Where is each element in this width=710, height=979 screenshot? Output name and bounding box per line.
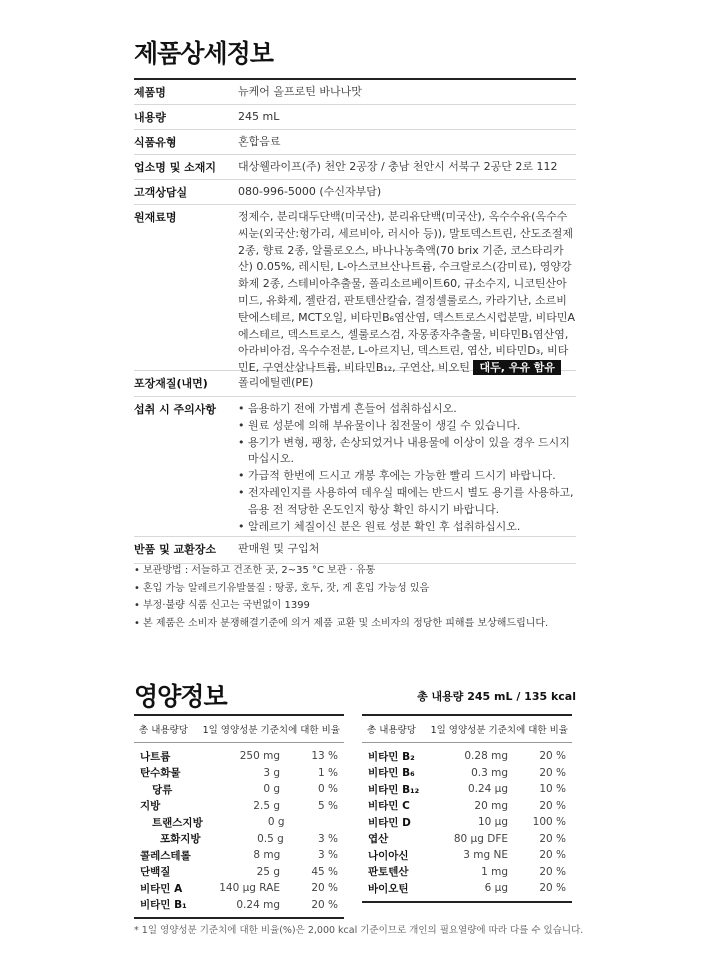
spec-label: 고객상담실 bbox=[134, 186, 188, 199]
precaution-item: • 알레르기 체질이신 분은 원료 성분 확인 후 섭취하십시오. bbox=[238, 519, 576, 536]
allergen-badge: 대두, 우유 함유 bbox=[473, 360, 561, 375]
note-item: • 혼입 가능 알레르기유발물질 : 땅콩, 호두, 잣, 게 혼입 가능성 있음 bbox=[134, 580, 594, 598]
nutrient-value: 0 g bbox=[267, 816, 285, 829]
nutrient-percent: 13 % bbox=[311, 750, 338, 763]
spec-value: 뉴케어 올프로틴 바나나맛 bbox=[238, 85, 362, 98]
nutrient-name: 비타민 B₂ bbox=[368, 750, 415, 763]
spec-value: 080-996-5000 (수신자부담) bbox=[238, 185, 382, 198]
spec-label: 포장재질(내면) bbox=[134, 377, 208, 390]
spec-value bbox=[238, 397, 576, 536]
note-item: • 본 제품은 소비자 분쟁해결기준에 의거 제품 교환 및 소비자의 정당한 피해를 보상해드립니다. bbox=[134, 615, 594, 633]
nutrient-name: 바이오틴 bbox=[368, 882, 409, 895]
nutrient-name: 비타민 B₁₂ bbox=[368, 783, 420, 796]
nutrient-percent: 5 % bbox=[318, 799, 338, 812]
nutrient-name: 비타민 D bbox=[368, 816, 411, 829]
product-spec-table bbox=[134, 78, 576, 564]
nutrient-name: 단백질 bbox=[140, 866, 171, 879]
nutrient-name: 나이아신 bbox=[368, 849, 409, 862]
nutrient-percent: 20 % bbox=[539, 865, 566, 878]
spec-row-volume bbox=[134, 105, 576, 130]
nutrient-row bbox=[362, 814, 572, 831]
nutrient-name: 비타민 B₆ bbox=[368, 767, 415, 780]
nutrient-value: 250 mg bbox=[239, 750, 280, 763]
spec-row-manufacturer bbox=[134, 155, 576, 180]
nutrient-name: 비타민 A bbox=[140, 882, 183, 895]
nutrient-value: 2.5 g bbox=[253, 799, 280, 812]
spec-value bbox=[238, 205, 576, 375]
nutrient-row bbox=[134, 847, 344, 864]
spec-label: 반품 및 교환장소 bbox=[134, 543, 217, 556]
ingredients-text: 정제수, 분리대두단백(미국산), 분리유단백(미국산), 옥수수유(옥수수씨눈(외국산:헝가리, 세르비아, 러시아 등)), 말토덱스트린, 산도조절제 2종, 향료 2종, 알룰로오스, 바나나농축액(70 brix 기준, 코스타리카산) 0.05%, 레시틴, L-아스코브산나트륨, 수크랄로스(감미료), 영양강화제 2종, 스테비아추출물, 폴리소르베이트60, 규소수지, 니코틴산아미드, 유화제, 젤란검, 판토텐산칼슘, 결정셀룰로스, 카라기난, 소르비탄에스테르, MCT오일, 비타민B₆염산염, 덱스트로스시럽분말, 비타민A에스테르, 덱스트로스, 셀룰로스검, 자몽종자추출물, 비타민B₁염산염, 아라비아검, 옥수수전분, L-아르지닌, 덱스트린, 엽산, 비타민D₃, 비타민E, 구연산삼나트륨, 비타민B₁₂, 구연산, 비오틴 bbox=[238, 210, 575, 375]
nutrient-value: 0.5 g bbox=[257, 832, 284, 845]
nutrient-row bbox=[362, 798, 572, 815]
nutrient-row bbox=[134, 814, 344, 831]
header-col-amount: 총 내용량당 bbox=[367, 725, 416, 736]
nutrient-percent: 20 % bbox=[311, 898, 338, 911]
spec-label: 식품유형 bbox=[134, 136, 177, 149]
nutrient-name: 나트륨 bbox=[140, 750, 171, 763]
spec-value: 혼합음료 bbox=[238, 135, 281, 148]
nutrient-percent: 20 % bbox=[539, 832, 566, 845]
precaution-item: • 원료 성분에 의해 부유물이나 침전물이 생길 수 있습니다. bbox=[238, 418, 576, 435]
precaution-item: • 가급적 한번에 드시고 개봉 후에는 가능한 빨리 드시기 바랍니다. bbox=[238, 468, 576, 485]
nutrition-title: 영양정보 bbox=[134, 682, 227, 711]
nutrient-row bbox=[134, 781, 344, 798]
nutrition-table-header bbox=[134, 716, 344, 743]
nutrient-name: 탄수화물 bbox=[140, 767, 181, 780]
nutrient-name: 트랜스지방 bbox=[152, 816, 203, 829]
note-item: • 보관방법 : 서늘하고 건조한 곳, 2~35 °C 보관 · 유통 bbox=[134, 562, 594, 580]
nutrient-value: 10 µg bbox=[477, 816, 508, 829]
header-col-amount: 총 내용량당 bbox=[139, 725, 188, 736]
nutrition-table-left bbox=[134, 714, 344, 919]
nutrient-row bbox=[134, 880, 344, 897]
spec-label: 업소명 및 소재지 bbox=[134, 161, 217, 174]
nutrient-row bbox=[362, 748, 572, 765]
nutrient-row bbox=[362, 781, 572, 798]
spec-label: 섭취 시 주의사항 bbox=[134, 403, 217, 416]
nutrient-value: 0 g bbox=[263, 783, 280, 796]
nutrient-name: 당류 bbox=[152, 783, 173, 796]
nutrient-percent: 20 % bbox=[539, 849, 566, 862]
product-detail-title: 제품상세정보 bbox=[134, 39, 273, 68]
note-item: • 부정·불량 식품 신고는 국번없이 1399 bbox=[134, 597, 594, 615]
spec-value: 대상웰라이프(주) 천안 2공장 / 충남 천안시 서북구 2공단 2로 112 bbox=[238, 160, 558, 173]
spec-row-returns bbox=[134, 537, 576, 564]
nutrient-row bbox=[362, 864, 572, 881]
header-col-percent: 1일 영양성분 기준치에 대한 비율 bbox=[430, 725, 568, 736]
storage-notes bbox=[134, 562, 594, 632]
nutrient-name: 콜레스테롤 bbox=[140, 849, 191, 862]
nutrient-percent: 3 % bbox=[318, 849, 338, 862]
nutrient-percent: 3 % bbox=[318, 832, 338, 845]
nutrient-row bbox=[134, 765, 344, 782]
nutrition-total: 총 내용량 245 mL / 135 kcal bbox=[417, 690, 576, 703]
nutrient-value: 0.28 mg bbox=[464, 750, 508, 763]
nutrient-percent: 20 % bbox=[311, 882, 338, 895]
nutrient-percent: 10 % bbox=[539, 783, 566, 796]
nutrient-percent: 20 % bbox=[539, 750, 566, 763]
nutrient-percent: 20 % bbox=[539, 882, 566, 895]
nutrient-value: 80 µg DFE bbox=[453, 832, 508, 845]
nutrient-name: 포화지방 bbox=[160, 833, 201, 846]
nutrient-value: 8 mg bbox=[253, 849, 281, 862]
nutrient-name: 엽산 bbox=[368, 833, 389, 846]
precaution-item: • 용기가 변형, 팽창, 손상되었거나 내용물에 이상이 있을 경우 드시지 마십시오. bbox=[238, 435, 576, 469]
nutrient-name: 비타민 C bbox=[368, 800, 410, 813]
spec-value: 245 mL bbox=[238, 110, 280, 123]
nutrient-value: 0.3 mg bbox=[471, 766, 508, 779]
nutrient-row bbox=[362, 847, 572, 864]
nutrient-percent: 20 % bbox=[539, 799, 566, 812]
nutrient-percent: 1 % bbox=[318, 766, 338, 779]
spec-label: 내용량 bbox=[134, 111, 166, 124]
nutrition-footnote: * 1일 영양성분 기준치에 대한 비율(%)은 2,000 kcal 기준이므로 개인의 필요열량에 따라 다를 수 있습니다. bbox=[134, 925, 584, 936]
nutrient-name: 비타민 B₁ bbox=[140, 899, 187, 912]
nutrient-value: 25 g bbox=[256, 865, 280, 878]
nutrition-table-header bbox=[362, 716, 572, 743]
nutrient-row bbox=[134, 831, 344, 848]
nutrient-name: 판토텐산 bbox=[368, 866, 409, 879]
nutrient-row bbox=[134, 897, 344, 914]
nutrient-percent: 100 % bbox=[532, 816, 566, 829]
nutrient-name: 지방 bbox=[140, 800, 161, 813]
nutrient-value: 3 mg NE bbox=[463, 849, 508, 862]
precaution-item: • 음용하기 전에 가볍게 흔들어 섭취하십시오. bbox=[238, 401, 576, 418]
spec-row-packaging bbox=[134, 371, 576, 397]
nutrient-row bbox=[362, 831, 572, 848]
spec-row-food-type bbox=[134, 130, 576, 155]
nutrient-percent: 20 % bbox=[539, 766, 566, 779]
spec-value: 폴리에틸렌(PE) bbox=[238, 376, 314, 389]
nutrition-table-right bbox=[362, 714, 572, 903]
spec-label: 원재료명 bbox=[134, 211, 177, 224]
spec-label: 제품명 bbox=[134, 86, 166, 99]
precautions-list bbox=[238, 401, 576, 535]
spec-row-precautions bbox=[134, 397, 576, 537]
precaution-item: • 전자레인지를 사용하여 데우실 때에는 반드시 별도 용기를 사용하고, 음용 전 적당한 온도인지 항상 확인 하시기 바랍니다. bbox=[238, 485, 576, 519]
nutrient-percent: 0 % bbox=[318, 783, 338, 796]
nutrient-row bbox=[134, 748, 344, 765]
nutrient-row bbox=[362, 880, 572, 897]
spec-row-product-name bbox=[134, 80, 576, 105]
nutrient-value: 3 g bbox=[263, 766, 280, 779]
spec-value: 판매원 및 구입처 bbox=[238, 542, 320, 555]
nutrient-value: 0.24 µg bbox=[467, 783, 508, 796]
spec-row-customer-service bbox=[134, 180, 576, 205]
spec-row-ingredients bbox=[134, 205, 576, 375]
header-col-percent: 1일 영양성분 기준치에 대한 비율 bbox=[202, 725, 340, 736]
nutrient-value: 6 µg bbox=[484, 882, 508, 895]
nutrient-value: 0.24 mg bbox=[236, 898, 280, 911]
nutrient-percent: 45 % bbox=[311, 865, 338, 878]
nutrient-value: 1 mg bbox=[481, 865, 508, 878]
nutrient-row bbox=[362, 765, 572, 782]
nutrient-value: 140 µg RAE bbox=[219, 882, 280, 895]
nutrient-value: 20 mg bbox=[474, 799, 508, 812]
nutrient-row bbox=[134, 864, 344, 881]
nutrient-row bbox=[134, 798, 344, 815]
